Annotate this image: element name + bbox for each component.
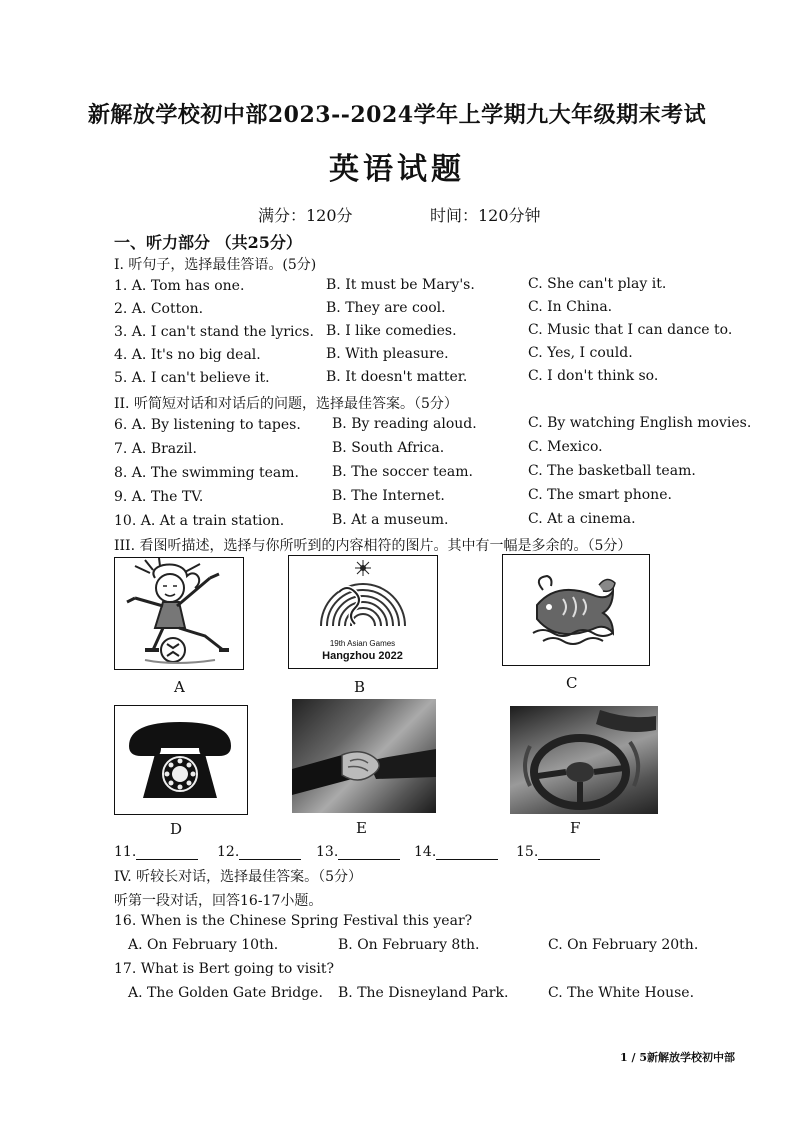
q9-option-c: C. The smart phone. xyxy=(528,487,672,503)
picture-f-label: F xyxy=(570,819,581,837)
q6-option-a: 6. A. By listening to tapes. xyxy=(114,417,301,433)
fish-papercut-illustration xyxy=(503,555,648,664)
q16-option-a: A. On February 10th. xyxy=(128,937,279,953)
q7-option-a: 7. A. Brazil. xyxy=(114,441,197,457)
subject-title: 英语试题 xyxy=(329,152,465,187)
blank-11-label: 11. xyxy=(114,844,137,860)
blank-13-line[interactable] xyxy=(338,845,400,860)
q8-option-c: C. The basketball team. xyxy=(528,463,696,479)
picture-e-label: E xyxy=(356,819,367,837)
picture-c-label: C xyxy=(566,674,578,692)
soccer-girl-illustration xyxy=(115,558,242,668)
blank-15-label: 15. xyxy=(516,844,539,860)
q5-option-c: C. I don't think so. xyxy=(528,368,659,384)
asian-games-emblem xyxy=(289,556,436,628)
part4-instruction: IV. 听较长对话，选择最佳答案。（5分） xyxy=(114,869,362,885)
q10-option-a: 10. A. At a train station. xyxy=(114,513,285,529)
q7-option-c: C. Mexico. xyxy=(528,439,603,455)
picture-a-soccer-girl xyxy=(114,557,244,670)
blank-12-line[interactable] xyxy=(239,845,301,860)
picture-b-asian-games xyxy=(288,555,438,669)
q17-option-b: B. The Disneyland Park. xyxy=(338,985,509,1001)
picture-d-label: D xyxy=(170,820,183,838)
q10-option-b: B. At a museum. xyxy=(332,512,449,528)
q17-question: 17. What is Bert going to visit? xyxy=(114,961,334,977)
blank-12-label: 12. xyxy=(217,844,240,860)
telephone-illustration xyxy=(115,706,246,813)
q16-option-c: C. On February 20th. xyxy=(548,937,699,953)
picture-a-label: A xyxy=(174,678,185,696)
q5-option-b: B. It doesn't matter. xyxy=(326,369,468,385)
q16-option-b: B. On February 8th. xyxy=(338,937,480,953)
steering-wheel-illustration xyxy=(510,706,658,814)
q5-option-a: 5. A. I can't believe it. xyxy=(114,370,270,386)
q3-option-b: B. I like comedies. xyxy=(326,323,457,339)
exam-time: 时间：120分钟 xyxy=(430,206,541,225)
answer-blank-15[interactable] xyxy=(516,844,600,860)
picture-b-label: B xyxy=(354,678,366,696)
school-title: 新解放学校初中部2023--2024学年上学期九大年级期末考试 xyxy=(87,102,707,128)
q7-option-b: B. South Africa. xyxy=(332,440,445,456)
q1-option-b: B. It must be Mary's. xyxy=(326,277,475,293)
answer-blank-11[interactable] xyxy=(114,844,198,860)
part3-instruction: III. 看图听描述，选择与你所听到的内容相符的图片。其中有一幅是多余的。（5分） xyxy=(114,538,632,554)
q4-option-a: 4. A. It's no big deal. xyxy=(114,347,261,363)
q3-option-a: 3. A. I can't stand the lyrics. xyxy=(114,324,314,340)
q8-option-b: B. The soccer team. xyxy=(332,464,473,480)
q16-question: 16. When is the Chinese Spring Festival this year? xyxy=(114,913,473,929)
answer-blank-12[interactable] xyxy=(217,844,301,860)
q2-option-b: B. They are cool. xyxy=(326,300,446,316)
section-listening-title: 一、听力部分 （共25分） xyxy=(114,233,302,252)
part4-sub-instruction: 听第一段对话，回答16-17小题。 xyxy=(114,893,323,909)
q3-option-c: C. Music that I can dance to. xyxy=(528,322,733,338)
picture-f-driving xyxy=(510,706,658,814)
q4-option-b: B. With pleasure. xyxy=(326,346,449,362)
part1-instruction: I. 听句子，选择最佳答语。(5分) xyxy=(114,257,317,273)
blank-13-label: 13. xyxy=(316,844,339,860)
q6-option-c: C. By watching English movies. xyxy=(528,415,752,431)
picture-e-handshake xyxy=(292,699,436,813)
q10-option-c: C. At a cinema. xyxy=(528,511,636,527)
hangzhou-caption: Hangzhou 2022 xyxy=(322,650,403,662)
page-footer: 1 / 5新解放学校初中部 xyxy=(620,1051,735,1064)
answer-blank-14[interactable] xyxy=(414,844,498,860)
handshake-illustration xyxy=(292,699,436,813)
total-score: 满分：120分 xyxy=(258,206,353,225)
q9-option-b: B. The Internet. xyxy=(332,488,445,504)
q8-option-a: 8. A. The swimming team. xyxy=(114,465,299,481)
q2-option-c: C. In China. xyxy=(528,299,613,315)
q4-option-c: C. Yes, I could. xyxy=(528,345,633,361)
q9-option-a: 9. A. The TV. xyxy=(114,489,204,505)
answer-blank-13[interactable] xyxy=(316,844,400,860)
q2-option-a: 2. A. Cotton. xyxy=(114,301,204,317)
q1-option-c: C. She can't play it. xyxy=(528,276,667,292)
q17-option-c: C. The White House. xyxy=(548,985,695,1001)
picture-d-telephone xyxy=(114,705,248,815)
picture-c-fish xyxy=(502,554,650,666)
blank-14-label: 14. xyxy=(414,844,437,860)
part2-instruction: II. 听简短对话和对话后的问题，选择最佳答案。（5分） xyxy=(114,396,458,412)
blank-14-line[interactable] xyxy=(436,845,498,860)
q1-option-a: 1. A. Tom has one. xyxy=(114,278,245,294)
q6-option-b: B. By reading aloud. xyxy=(332,416,477,432)
asian-games-caption: 19th Asian Games xyxy=(329,639,396,648)
blank-15-line[interactable] xyxy=(538,845,600,860)
blank-11-line[interactable] xyxy=(136,845,198,860)
q17-option-a: A. The Golden Gate Bridge. xyxy=(128,985,323,1001)
